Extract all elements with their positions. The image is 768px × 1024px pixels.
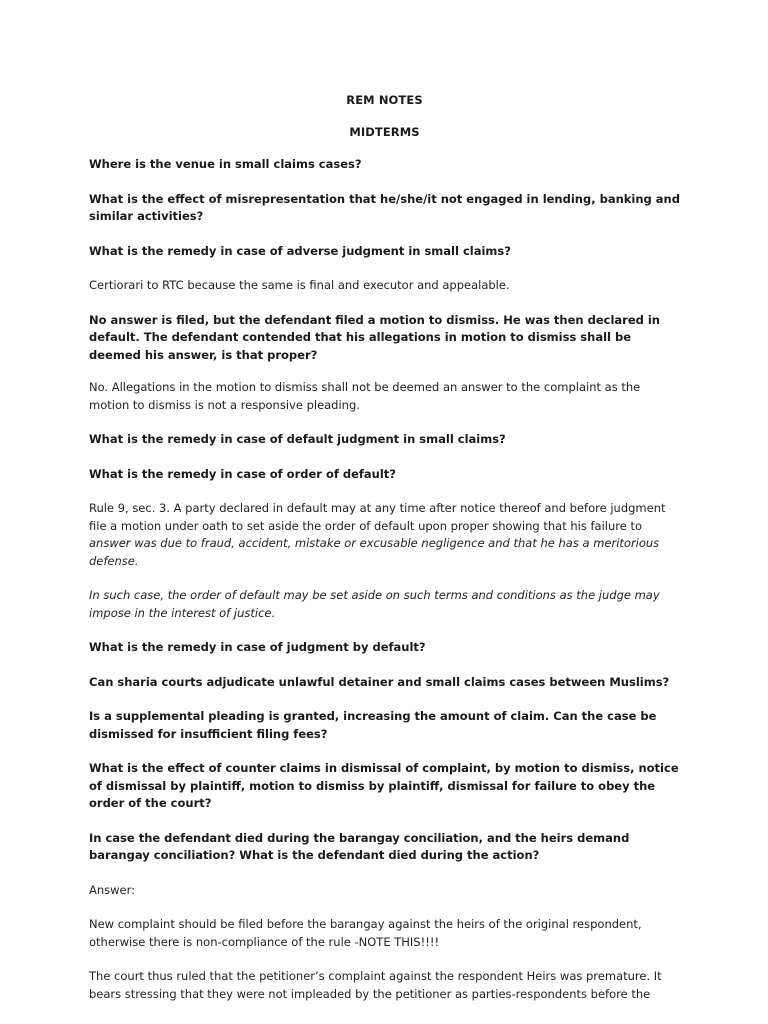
answer-rule-9-text: Rule 9, sec. 3. A party declared in default may at any time after notice thereof and before judgment file a motion under oath to set aside the order of default upon proper showing that his failure to bbox=[89, 501, 666, 533]
answer-new-complaint: New complaint should be filed before the barangay against the heirs of the original respondent, otherwise there is non-compliance of the rule -NOTE THIS!!!! bbox=[89, 917, 642, 949]
question-judgment-by-default: What is the remedy in case of judgment by default? bbox=[89, 640, 426, 654]
answer-court-ruling: The court thus ruled that the petitioner’s complaint against the respondent Heirs was premature. It bears stressing that they were not impleaded by the petitioner as parties-respondents before the bbox=[89, 969, 662, 1001]
question-motion-to-dismiss: No answer is filed, but the defendant filed a motion to dismiss. He was then declared in default. The defendant contended that his allegations in motion to dismiss shall be deemed his answer, is that proper? bbox=[89, 312, 660, 362]
question-barangay-conciliation: In case the defendant died during the barangay conciliation, and the heirs demand barangay conciliation? What is the defendant died during the action? bbox=[89, 830, 630, 862]
answer-set-aside: In such case, the order of default may be set aside on such terms and conditions as the judge may impose in the interest of justice. bbox=[89, 588, 660, 620]
question-supplemental-pleading: Is a supplemental pleading is granted, increasing the amount of claim. Can the case be dismissed for insufficient filing fees? bbox=[89, 709, 657, 741]
answer-certiorari: Certiorari to RTC because the same is final and executor and appealable. bbox=[89, 278, 510, 292]
answer-label: Answer: bbox=[89, 882, 136, 897]
question-adverse-judgment: What is the remedy in case of adverse judgment in small claims? bbox=[89, 243, 511, 258]
question-order-of-default: What is the remedy in case of order of default? bbox=[89, 466, 396, 481]
question-venue: Where is the venue in small claims cases? bbox=[89, 157, 362, 171]
question-default-judgment-small-claims: What is the remedy in case of default judgment in small claims? bbox=[89, 432, 506, 446]
answer-motion-to-dismiss: No. Allegations in the motion to dismiss shall not be deemed an answer to the complaint as the motion to dismiss is not a responsive pleading. bbox=[89, 380, 641, 412]
question-misrepresentation: What is the effect of misrepresentation that he/she/it not engaged in lending, banking and similar activities? bbox=[89, 191, 680, 223]
document-title: REM NOTES bbox=[346, 93, 423, 107]
question-sharia-courts: Can sharia courts adjudicate unlawful detainer and small claims cases between Muslims? bbox=[89, 674, 670, 689]
question-counter-claims: What is the effect of counter claims in dismissal of complaint, by motion to dismiss, notice of dismissal by plaintiff, motion to dismiss by plaintiff, dismissal for failure to obey the order of the court? bbox=[89, 761, 679, 810]
answer-rule-9-italic: answer was due to fraud, accident, mistake or excusable negligence and that he has a meritorious defense. bbox=[89, 536, 660, 568]
document-subtitle: MIDTERMS bbox=[349, 125, 420, 139]
answer-rule-9 bbox=[89, 500, 680, 570]
